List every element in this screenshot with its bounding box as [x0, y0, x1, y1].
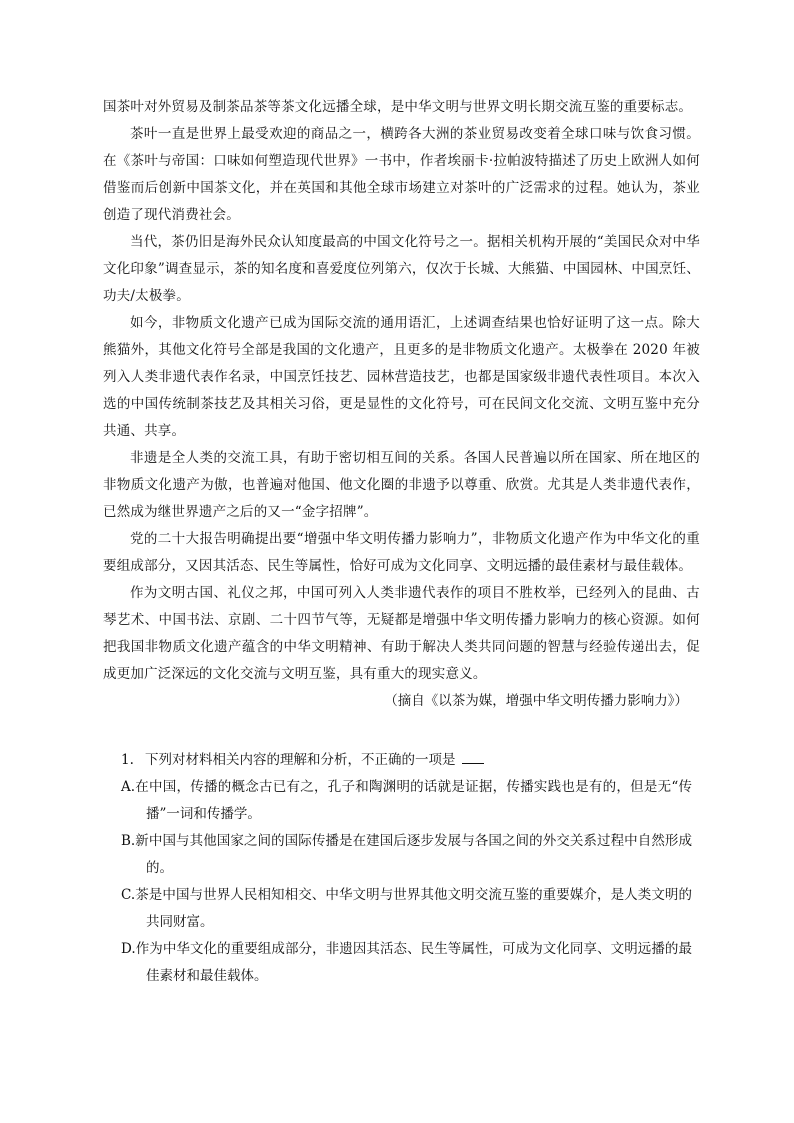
passage-paragraph: 茶叶一直是世界上最受欢迎的商品之一，横跨各大洲的茶业贸易改变着全球口味与饮食习惯。在《茶叶与帝国：口味如何塑造现代世界》一书中，作者埃丽卡·拉帕波特描述了历史上欧洲人如何借鉴而后创新中国茶文化，并在英国和其他全球市场建立对茶叶的广泛需求的过程。她认为，茶业创造了现代消费社会。 — [103, 126, 700, 223]
passage-paragraph: 非遗是全人类的交流工具，有助于密切相互间的关系。各国人民普遍以所在国家、所在地区的非物质文化遗产为傲，也普遍对他国、他文化圈的非遗予以尊重、欣赏。尤其是人类非遗代表作，已然成为继世界遗产之后的又一“金字招牌”。 — [103, 450, 700, 520]
passage-paragraph: 党的二十大报告明确提出要“增强中华文明传播力影响力”，非物质文化遗产作为中华文化的重要组成部分，又因其活态、民生等属性，恰好可成为文化同享、文明远播的最佳素材与最佳载体。 — [103, 531, 700, 574]
question-number: 1. — [121, 752, 134, 768]
option-a[interactable]: A.在中国，传播的概念古已有之，孔子和陶渊明的话就是证据，传播实践也是有的，但是无“传播”一词和传播学。 — [121, 779, 692, 822]
question-block — [103, 747, 700, 990]
answer-blank[interactable] — [462, 749, 484, 764]
passage-paragraph: 作为文明古国、礼仪之邦，中国可列入人类非遗代表作的项目不胜枚举，已经列入的昆曲、古琴艺术、中国书法、京剧、二十四节气等，无疑都是增强中华文明传播力影响力的核心资源。如何把我国非物质文化遗产蕴含的中华文明精神、有助于解决人类共同问题的智慧与经验传递出去，促成更加广泛深远的文化交流与文明互鉴，具有重大的现实意义。 — [103, 585, 700, 682]
option-c[interactable]: C.茶是中国与世界人民相知相交、中华文明与世界其他文明交流互鉴的重要媒介，是人类文明的共同财富。 — [121, 887, 692, 930]
passage-paragraph: 当代，茶仍旧是海外民众认知度最高的中国文化符号之一。据相关机构开展的“美国民众对中华文化印象”调查显示，茶的知名度和喜爱度位列第六，仅次于长城、大熊猫、中国园林、中国烹饪、功夫/太极拳。 — [103, 234, 700, 304]
question-text: 下列对材料相关内容的理解和分析，不正确的一项是 — [145, 752, 456, 768]
option-d[interactable]: D.作为中华文化的重要组成部分，非遗因其活态、民生等属性，可成为文化同享、文明远播的最佳素材和最佳载体。 — [121, 941, 692, 984]
question-stem — [103, 747, 700, 774]
document-page — [103, 94, 700, 990]
passage-paragraph: 如今，非物质文化遗产已成为国际交流的通用语汇，上述调查结果也恰好证明了这一点。除大熊猫外，其他文化符号全部是我国的文化遗产，且更多的是非物质文化遗产。太极拳在 2020 年被列入人类非遗代表作名录，中国烹饪技艺、园林营造技艺，也都是国家级非遗代表性项目。本次入选的中国传统制茶技艺及其相关习俗，更是显性的文化符号，可在民间文化交流、文明互鉴中充分共通、共享。 — [103, 315, 700, 439]
passage-source: （摘自《以茶为媒，增强中华文明传播力影响力》） — [384, 693, 688, 709]
passage-paragraph: 国茶叶对外贸易及制茶品茶等茶文化远播全球，是中华文明与世界文明长期交流互鉴的重要标志。 — [103, 99, 693, 115]
option-b[interactable]: B.新中国与其他国家之间的国际传播是在建国后逐步发展与各国之间的外交关系过程中自然形成的。 — [121, 833, 692, 876]
